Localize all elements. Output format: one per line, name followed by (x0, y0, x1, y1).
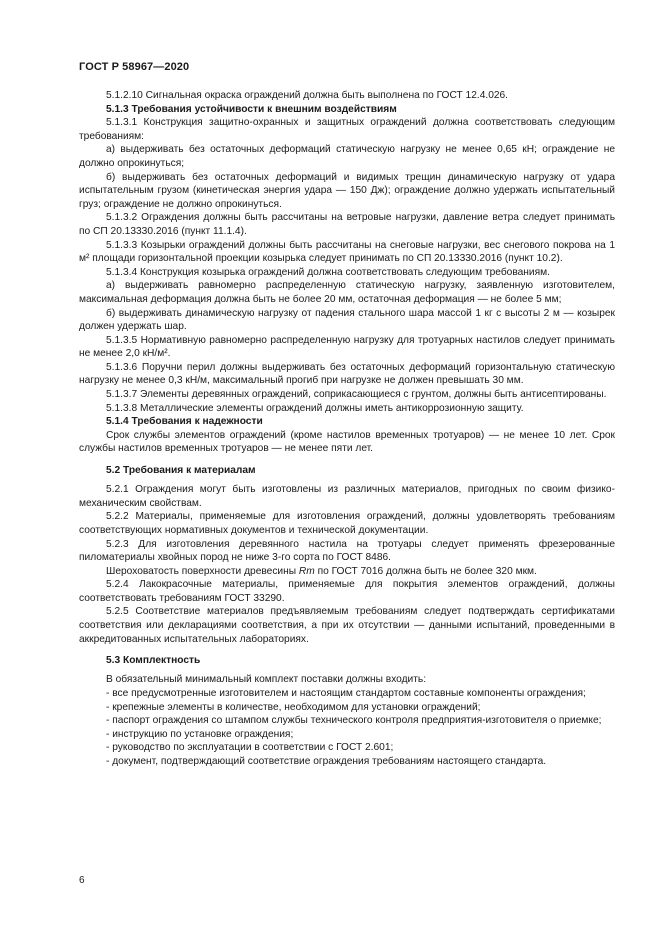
paragraph: 5.2.4 Лакокрасочные материалы, применяемые для покрытия элементов ограждений, должны соответствовать требованиям ГОСТ 33290. (79, 579, 615, 604)
paragraph: 5.2.3 Для изготовления деревянного настила на тротуары следует применять фрезерованные пиломатериалы хвойных пород не ниже 3-го сорта по ГОСТ 8486. (79, 538, 615, 564)
page-number: 6 (79, 875, 85, 886)
paragraph: 5.2.5 Соответствие материалов предъявляемым требованиям следует подтверждать сертификатами соответствия или декларациями соответствия, а при их отсутствии — данными испытаний, проведенными в аккредитованных испытательных лабораториях. (79, 606, 615, 645)
paragraph: 5.1.3.4 Конструкция козырька ограждений должна соответствовать следующим требованиям. (106, 266, 550, 278)
paragraph: 5.1.3.2 Ограждения должны быть рассчитаны на ветровые нагрузки, давление ветра следует принимать по СП 20.13330.2016 (пункт 11.1.4). (79, 212, 615, 237)
paragraph (79, 565, 615, 579)
paragraph: Срок службы элементов ограждений (кроме настилов временных тротуаров) — не менее 10 лет. Срок службы настилов временных тротуаров — не менее пяти лет. (79, 429, 615, 455)
paragraph: 5.1.3.5 Нормативную равномерно распределенную нагрузку для тротуарных настилов следует принимать не менее 2,0 кН/м². (79, 334, 615, 360)
list-item: - крепежные элементы в количестве, необходимом для установки ограждений; (106, 701, 481, 713)
paragraph: 5.2.2 Материалы, применяемые для изготовления ограждений, должны удовлетворять требованиям соответствующих нормативных документов и технической документации. (79, 511, 615, 536)
paragraph: В обязательный минимальный комплект поставки должны входить: (106, 674, 427, 686)
paragraph: 5.1.3.8 Металлические элементы ограждений должны иметь антикоррозионную защиту. (106, 402, 524, 414)
section-heading: 5.1.4 Требования к надежности (106, 416, 263, 428)
list-item: - паспорт ограждения со штампом службы технического контроля предприятия-изготовителя о приемке; (106, 715, 602, 727)
paragraph: 5.1.3.3 Козырьки ограждений должны быть рассчитаны на снеговые нагрузки, вес снегового покрова на 1 м² площади горизонтальной проекции козырька следует принимать по СП 20.13330.2016 (пункт 10.2). (79, 239, 615, 265)
section-heading: 5.3 Комплектность (106, 654, 201, 666)
list-item: - документ, подтверждающий соответствие ограждения требованиям настоящего стандарта. (106, 755, 547, 767)
list-item: - все предусмотренные изготовителем и настоящим стандартом составные компоненты ограждения; (106, 687, 586, 699)
paragraph: 5.1.2.10 Сигнальная окраска ограждений должна быть выполнена по ГОСТ 12.4.026. (106, 90, 509, 101)
document-body (79, 89, 615, 769)
paragraph-text: по ГОСТ 7016 должна быть не более 320 мкм. (314, 565, 537, 577)
list-item: - инструкцию по установке ограждения; (106, 728, 294, 740)
paragraph: 5.1.3.1 Конструкция защитно-охранных и защитных ограждений должна соответствовать следующим требованиям: (79, 117, 615, 142)
paragraph: 5.2.1 Ограждения могут быть изготовлены из различных материалов, пригодных по своим физико-механическим свойствам. (79, 484, 615, 509)
paragraph: 5.1.3.7 Элементы деревянных ограждений, соприкасающиеся с грунтом, должны быть антисептированы. (106, 389, 607, 401)
paragraph-text: Шероховатость поверхности древесины (106, 565, 299, 577)
paragraph: б) выдерживать динамическую нагрузку от падения стального шара массой 1 кг с высоты 2 м — козырек должен удержать шар. (79, 307, 615, 333)
section-heading: 5.2 Требования к материалам (106, 464, 256, 476)
paragraph: а) выдерживать равномерно распределенную статическую нагрузку, заявленную изготовителем, максимальная деформация должна быть не более 20 мм, остаточная деформация — не более 5 мм; (79, 280, 615, 305)
paragraph: б) выдерживать без остаточных деформаций и видимых трещин динамическую нагрузку от удара испытательным грузом (кинетическая энергия удара — 150 Дж); ограждение должно удержать испытательный груз; ограждение не должно опрокинуться. (79, 171, 615, 210)
paragraph: 5.1.3.6 Поручни перил должны выдерживать без остаточных деформаций горизонтальную статическую нагрузку не менее 0,3 кН/м, максимальный прогиб при нагрузке не должен превышать 30 мм. (79, 361, 615, 387)
document-header: ГОСТ Р 58967—2020 (79, 61, 190, 73)
roughness-symbol: Rm (298, 565, 315, 577)
paragraph: а) выдерживать без остаточных деформаций статическую нагрузку не менее 0,65 кН; ограждение не должно опрокинуться; (79, 144, 615, 169)
list-item: - руководство по эксплуатации в соответствии с ГОСТ 2.601; (106, 742, 394, 754)
section-heading: 5.1.3 Требования устойчивости к внешним воздействиям (106, 103, 397, 115)
